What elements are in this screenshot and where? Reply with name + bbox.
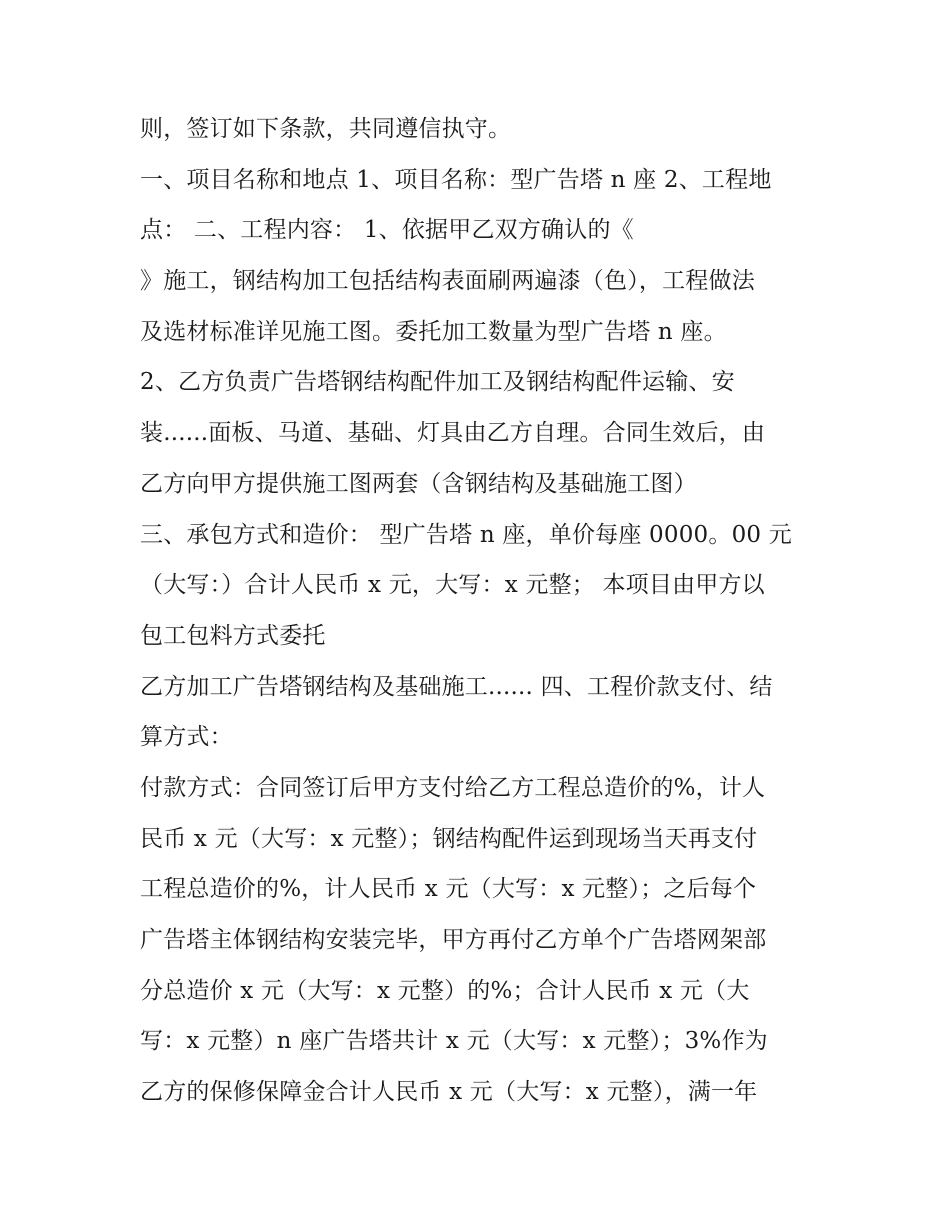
text-line: 三、承包方式和造价： 型广告塔 n 座，单价每座 0000。00 元: [140, 521, 792, 548]
text-line: （大写：）合计人民币 x 元，大写：x 元整； 本项目由甲方以: [140, 572, 765, 599]
text-line: 写：x 元整）n 座广告塔共计 x 元（大写：x 元整）；3%作为: [140, 1028, 768, 1055]
text-line: 一、项目名称和地点 1、项目名称：型广告塔 n 座 2、工程地: [140, 166, 772, 193]
text-line: 点： 二、工程内容： 1、依据甲乙双方确认的《: [140, 217, 634, 244]
text-line: 乙方加工广告塔钢结构及基础施工...... 四、工程价款支付、结: [140, 673, 773, 700]
text-line: 付款方式：合同签订后甲方支付给乙方工程总造价的%，计人: [140, 774, 766, 801]
text-line: 分总造价 x 元（大写：x 元整）的%；合计人民币 x 元（大: [140, 977, 750, 1004]
text-line: 及选材标准详见施工图。委托加工数量为型广告塔 n 座。: [140, 318, 727, 345]
text-line: 广告塔主体钢结构安装完毕，甲方再付乙方单个广告塔网架部: [140, 927, 767, 953]
text-line: 民币 x 元（大写：x 元整）；钢结构配件运到现场当天再支付: [140, 825, 758, 852]
text-line: 装......面板、马道、基础、灯具由乙方自理。合同生效后，由: [140, 420, 766, 447]
text-line: 乙方向甲方提供施工图两套（含钢结构及基础施工图）: [140, 470, 697, 497]
text-line: 算方式：: [140, 724, 233, 751]
text-line: 包工包料方式委托: [140, 622, 326, 649]
text-line: 则，签订如下条款，共同遵信执守。: [140, 116, 512, 142]
text-line: 工程总造价的%，计人民币 x 元（大写：x 元整）；之后每个: [140, 876, 757, 903]
document-body: [140, 104, 820, 1118]
text-line: 》施工，钢结构加工包括结构表面刷两遍漆（色），工程做法: [140, 268, 755, 295]
text-line: 2、乙方负责广告塔钢结构配件加工及钢结构配件运输、安: [140, 369, 735, 396]
text-line: 乙方的保修保障金合计人民币 x 元（大写：x 元整），满一年: [140, 1079, 758, 1106]
